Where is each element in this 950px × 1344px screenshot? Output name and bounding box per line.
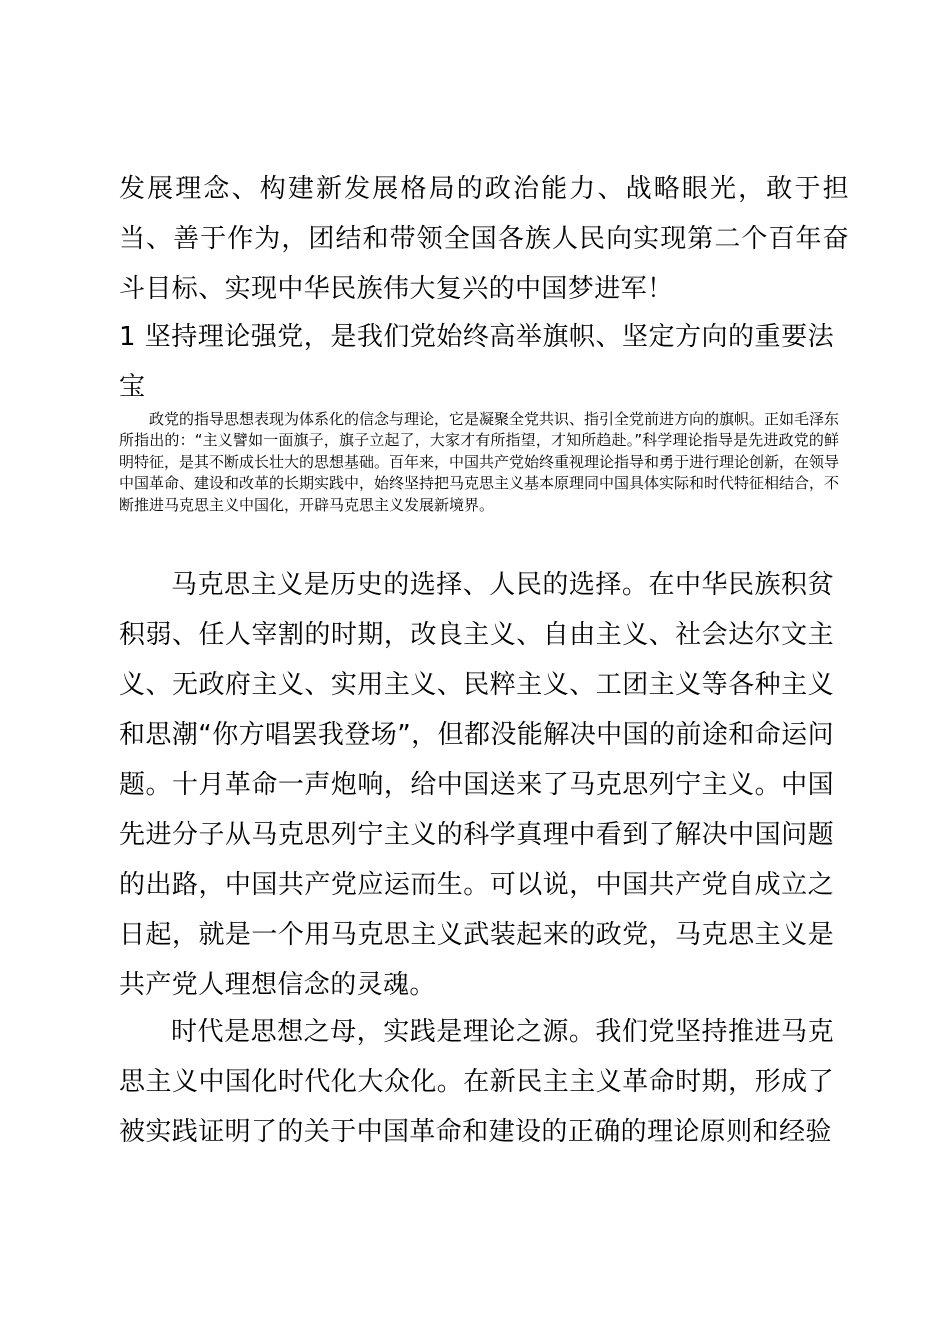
- paragraph-continuation: 发展理念、构建新发展格局的政治能力、战略眼光，敢于担当、善于作为，团结和带领全国各族人民向实现第二个百年奋斗目标、实现中华民族伟大复兴的中国梦进军！: [119, 174, 849, 304]
- body-paragraph-era: 时代是思想之母，实践是理论之源。我们党坚持推进马克思主义中国化时代化大众化。在新民主主义革命时期，形成了被实践证明了的关于中国革命和建设的正确的理论原则和经验: [119, 1017, 834, 1147]
- section-heading: 1 坚持理论强党，是我们党始终高举旗帜、坚定方向的重要法宝: [119, 322, 834, 402]
- quote-paragraph-small: 政党的指导思想表现为体系化的信念与理论，它是凝聚全党共识、指引全党前进方向的旗帜。正如毛泽东所指出的：“主义譬如一面旗子，旗子立起了，大家才有所指望，才知所趋赴。”科学理论指导是先进政党的鲜明特征，是其不断成长壮大的思想基础。百年来，中国共产党始终重视理论指导和勇于进行理论创新，在领导中国革命、建设和改革的长期实践中，始终坚持把马克思主义基本原理同中国具体实际和时代特征相结合，不断推进马克思主义中国化，开辟马克思主义发展新境界。: [119, 410, 840, 514]
- body-paragraph-marxism: 马克思主义是历史的选择、人民的选择。在中华民族积贫积弱、任人宰割的时期，改良主义、自由主义、社会达尔文主义、无政府主义、实用主义、民粹主义、工团主义等各种主义和思潮“你方唱罢我登场”，但都没能解决中国的前途和命运问题。十月革命一声炮响，给中国送来了马克思列宁主义。中国先进分子从马克思列宁主义的科学真理中看到了解决中国问题的出路，中国共产党应运而生。可以说，中国共产党自成立之日起，就是一个用马克思主义武装起来的政党，马克思主义是共产党人理想信念的灵魂。: [119, 570, 834, 1000]
